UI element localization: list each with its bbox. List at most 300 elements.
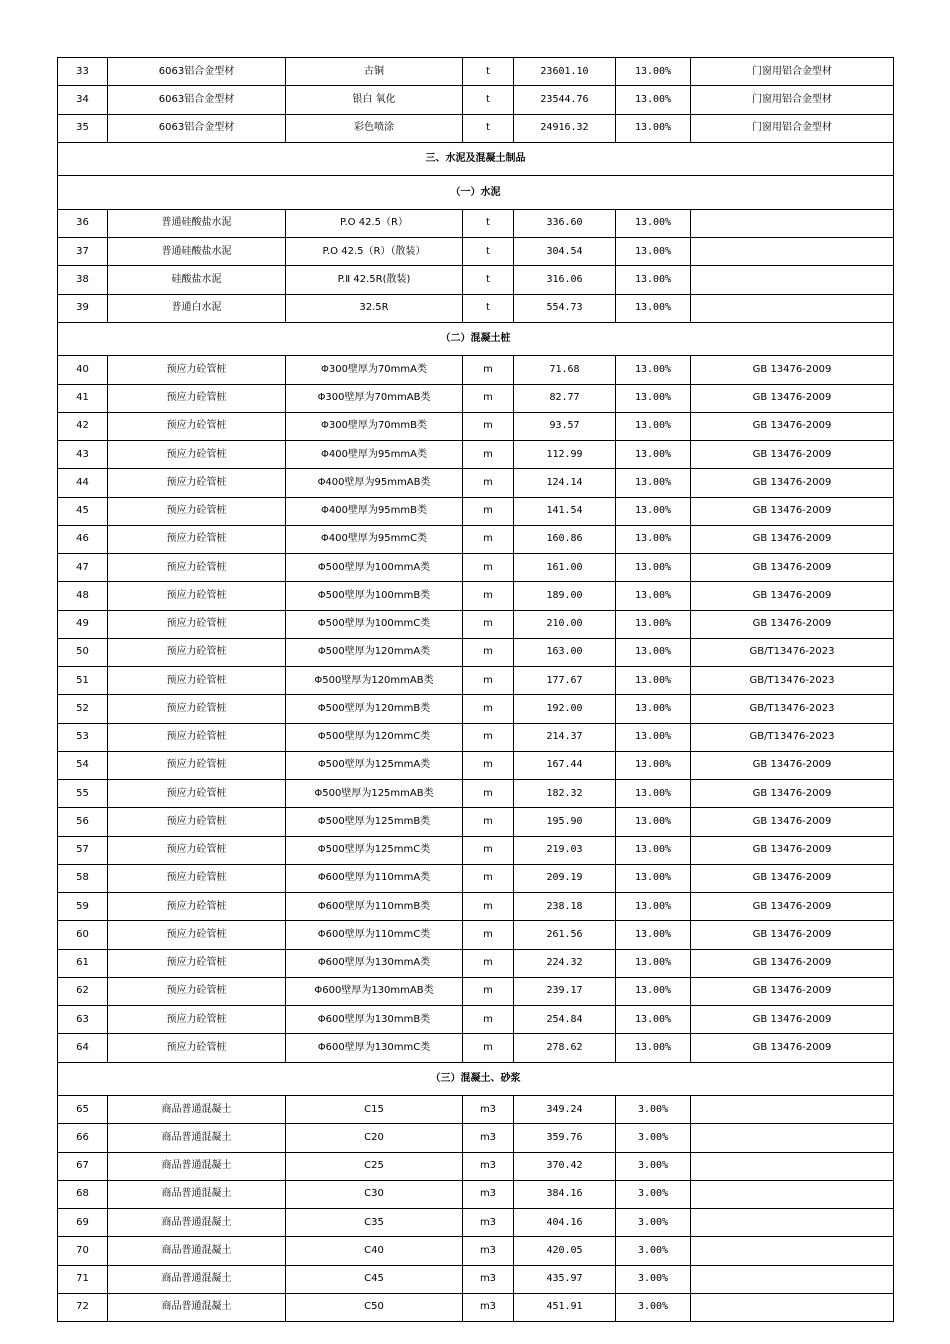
unit-price-cell: 554.73 [514,294,616,322]
table-row [58,921,894,949]
material-name-cell: 预应力砼管桩 [108,695,286,723]
subcategory-header [58,322,894,356]
unit-price-cell: 210.00 [514,610,616,638]
table-row [58,209,894,237]
unit-price-cell: 23601.10 [514,58,616,86]
unit-price-cell: 167.44 [514,751,616,779]
tax-rate-cell: 13.00% [616,582,691,610]
tax-rate-cell: 13.00% [616,893,691,921]
unit-price-cell: 163.00 [514,638,616,666]
material-name-cell: 预应力砼管桩 [108,582,286,610]
material-price-table [57,57,894,1322]
row-number-cell: 34 [58,86,108,114]
unit-price-cell: 359.76 [514,1124,616,1152]
material-name-cell: 预应力砼管桩 [108,638,286,666]
tax-rate-cell: 13.00% [616,209,691,237]
tax-rate-cell: 13.00% [616,977,691,1005]
table-body [58,58,894,1322]
unit-cell: m [463,723,514,751]
unit-cell: m3 [463,1293,514,1321]
unit-cell: m3 [463,1152,514,1180]
material-name-cell: 硅酸盐水泥 [108,266,286,294]
unit-price-cell: 112.99 [514,441,616,469]
unit-cell: m3 [463,1265,514,1293]
remark-cell [691,1265,894,1293]
specification-cell: Φ600壁厚为110mmB类 [286,893,463,921]
remark-cell: 门窗用铝合金型材 [691,114,894,142]
unit-price-cell: 384.16 [514,1180,616,1208]
table-row [58,808,894,836]
table-row [58,1293,894,1321]
row-number-cell: 42 [58,412,108,440]
tax-rate-cell: 3.00% [616,1209,691,1237]
row-number-cell: 38 [58,266,108,294]
specification-cell: 古铜 [286,58,463,86]
unit-price-cell: 124.14 [514,469,616,497]
tax-rate-cell: 13.00% [616,836,691,864]
material-name-cell: 预应力砼管桩 [108,610,286,638]
unit-price-cell: 238.18 [514,893,616,921]
tax-rate-cell: 13.00% [616,294,691,322]
tax-rate-cell: 13.00% [616,667,691,695]
unit-price-cell: 224.32 [514,949,616,977]
material-name-cell: 商品普通混凝土 [108,1096,286,1124]
specification-cell: Φ600壁厚为110mmC类 [286,921,463,949]
unit-cell: m [463,469,514,497]
material-name-cell: 预应力砼管桩 [108,949,286,977]
row-number-cell: 62 [58,977,108,1005]
material-name-cell: 预应力砼管桩 [108,469,286,497]
specification-cell: 彩色喷涂 [286,114,463,142]
remark-cell: GB 13476-2009 [691,751,894,779]
table-row [58,780,894,808]
tax-rate-cell: 3.00% [616,1124,691,1152]
unit-cell: m [463,977,514,1005]
unit-price-cell: 254.84 [514,1006,616,1034]
specification-cell: C15 [286,1096,463,1124]
unit-cell: m [463,695,514,723]
unit-price-cell: 209.19 [514,864,616,892]
table-row [58,638,894,666]
row-number-cell: 69 [58,1209,108,1237]
unit-price-cell: 219.03 [514,836,616,864]
material-name-cell: 预应力砼管桩 [108,808,286,836]
remark-cell: GB 13476-2009 [691,921,894,949]
material-name-cell: 商品普通混凝土 [108,1265,286,1293]
specification-cell: Φ300壁厚为70mmAB类 [286,384,463,412]
material-name-cell: 预应力砼管桩 [108,751,286,779]
unit-cell: m3 [463,1237,514,1265]
tax-rate-cell: 13.00% [616,921,691,949]
tax-rate-cell: 13.00% [616,638,691,666]
row-number-cell: 67 [58,1152,108,1180]
table-row [58,1180,894,1208]
remark-cell [691,238,894,266]
row-number-cell: 46 [58,525,108,553]
specification-cell: P.O 42.5（R）（散装） [286,238,463,266]
specification-cell: Φ500壁厚为100mmB类 [286,582,463,610]
material-name-cell: 预应力砼管桩 [108,412,286,440]
unit-cell: m [463,780,514,808]
remark-cell: GB/T13476-2023 [691,723,894,751]
unit-cell: m [463,893,514,921]
unit-price-cell: 214.37 [514,723,616,751]
tax-rate-cell: 13.00% [616,864,691,892]
specification-cell: Φ300壁厚为70mmB类 [286,412,463,440]
material-name-cell: 商品普通混凝土 [108,1237,286,1265]
unit-price-cell: 93.57 [514,412,616,440]
row-number-cell: 48 [58,582,108,610]
specification-cell: Φ500壁厚为100mmC类 [286,610,463,638]
specification-cell: Φ400壁厚为95mmC类 [286,525,463,553]
remark-cell: GB 13476-2009 [691,554,894,582]
category-header [58,142,894,176]
table-row [58,1237,894,1265]
specification-cell: C20 [286,1124,463,1152]
material-name-cell: 预应力砼管桩 [108,441,286,469]
table-row [58,469,894,497]
unit-price-cell: 239.17 [514,977,616,1005]
subcategory-header-title: （三）混凝土、砂浆 [58,1062,894,1096]
unit-cell: m [463,667,514,695]
unit-cell: t [463,86,514,114]
unit-cell: m3 [463,1124,514,1152]
table-row [58,893,894,921]
unit-cell: m [463,921,514,949]
remark-cell: 门窗用铝合金型材 [691,86,894,114]
category-header-title: 三、水泥及混凝土制品 [58,142,894,176]
material-name-cell: 普通白水泥 [108,294,286,322]
remark-cell: GB/T13476-2023 [691,667,894,695]
unit-price-cell: 336.60 [514,209,616,237]
specification-cell: Φ500壁厚为125mmAB类 [286,780,463,808]
table-row [58,1034,894,1062]
material-name-cell: 商品普通混凝土 [108,1152,286,1180]
row-number-cell: 50 [58,638,108,666]
table-row [58,949,894,977]
remark-cell: GB 13476-2009 [691,893,894,921]
table-row [58,1096,894,1124]
material-name-cell: 预应力砼管桩 [108,497,286,525]
material-name-cell: 预应力砼管桩 [108,836,286,864]
material-name-cell: 普通硅酸盐水泥 [108,238,286,266]
remark-cell [691,1152,894,1180]
unit-price-cell: 261.56 [514,921,616,949]
tax-rate-cell: 13.00% [616,384,691,412]
remark-cell: GB 13476-2009 [691,1006,894,1034]
table-row [58,356,894,384]
row-number-cell: 64 [58,1034,108,1062]
row-number-cell: 44 [58,469,108,497]
material-name-cell: 预应力砼管桩 [108,921,286,949]
specification-cell: C30 [286,1180,463,1208]
unit-price-cell: 316.06 [514,266,616,294]
tax-rate-cell: 3.00% [616,1293,691,1321]
material-name-cell: 预应力砼管桩 [108,780,286,808]
row-number-cell: 70 [58,1237,108,1265]
tax-rate-cell: 13.00% [616,58,691,86]
table-row [58,114,894,142]
unit-price-cell: 23544.76 [514,86,616,114]
specification-cell: C35 [286,1209,463,1237]
tax-rate-cell: 3.00% [616,1096,691,1124]
subcategory-header-title: （一）水泥 [58,176,894,210]
tax-rate-cell: 13.00% [616,266,691,294]
tax-rate-cell: 13.00% [616,1006,691,1034]
unit-price-cell: 278.62 [514,1034,616,1062]
unit-cell: t [463,209,514,237]
specification-cell: Φ400壁厚为95mmB类 [286,497,463,525]
remark-cell: GB 13476-2009 [691,441,894,469]
table-row [58,1006,894,1034]
unit-cell: m [463,949,514,977]
unit-cell: m [463,554,514,582]
table-row [58,836,894,864]
unit-cell: m [463,412,514,440]
tax-rate-cell: 13.00% [616,780,691,808]
material-name-cell: 商品普通混凝土 [108,1293,286,1321]
row-number-cell: 66 [58,1124,108,1152]
unit-price-cell: 189.00 [514,582,616,610]
specification-cell: Φ600壁厚为130mmC类 [286,1034,463,1062]
table-row [58,977,894,1005]
row-number-cell: 65 [58,1096,108,1124]
specification-cell: Φ500壁厚为120mmA类 [286,638,463,666]
subcategory-header-title: （二）混凝土桩 [58,322,894,356]
unit-cell: m [463,1034,514,1062]
remark-cell [691,1096,894,1124]
unit-cell: m3 [463,1209,514,1237]
table-row [58,266,894,294]
specification-cell: C40 [286,1237,463,1265]
row-number-cell: 57 [58,836,108,864]
specification-cell: C25 [286,1152,463,1180]
unit-price-cell: 182.32 [514,780,616,808]
remark-cell [691,294,894,322]
tax-rate-cell: 13.00% [616,949,691,977]
material-name-cell: 商品普通混凝土 [108,1124,286,1152]
table-row [58,525,894,553]
specification-cell: 32.5R [286,294,463,322]
unit-price-cell: 404.16 [514,1209,616,1237]
table-row [58,238,894,266]
material-name-cell: 预应力砼管桩 [108,723,286,751]
row-number-cell: 37 [58,238,108,266]
row-number-cell: 33 [58,58,108,86]
table-row [58,1152,894,1180]
row-number-cell: 36 [58,209,108,237]
specification-cell: Φ500壁厚为120mmAB类 [286,667,463,695]
row-number-cell: 41 [58,384,108,412]
tax-rate-cell: 13.00% [616,525,691,553]
table-row [58,86,894,114]
table-row [58,582,894,610]
remark-cell [691,1237,894,1265]
tax-rate-cell: 13.00% [616,751,691,779]
remark-cell: GB 13476-2009 [691,582,894,610]
table-row [58,441,894,469]
row-number-cell: 49 [58,610,108,638]
table-row [58,384,894,412]
row-number-cell: 61 [58,949,108,977]
unit-cell: m [463,836,514,864]
unit-cell: m [463,808,514,836]
table-row [58,1124,894,1152]
tax-rate-cell: 13.00% [616,86,691,114]
tax-rate-cell: 13.00% [616,554,691,582]
row-number-cell: 63 [58,1006,108,1034]
table-row [58,294,894,322]
material-name-cell: 预应力砼管桩 [108,356,286,384]
specification-cell: Φ600壁厚为130mmA类 [286,949,463,977]
material-name-cell: 预应力砼管桩 [108,384,286,412]
material-name-cell: 预应力砼管桩 [108,977,286,1005]
remark-cell [691,1124,894,1152]
unit-price-cell: 192.00 [514,695,616,723]
unit-price-cell: 349.24 [514,1096,616,1124]
specification-cell: Φ400壁厚为95mmAB类 [286,469,463,497]
material-name-cell: 预应力砼管桩 [108,864,286,892]
table-row [58,723,894,751]
remark-cell: GB 13476-2009 [691,949,894,977]
unit-cell: t [463,114,514,142]
unit-price-cell: 420.05 [514,1237,616,1265]
row-number-cell: 54 [58,751,108,779]
remark-cell: GB 13476-2009 [691,836,894,864]
remark-cell: GB 13476-2009 [691,525,894,553]
unit-price-cell: 160.86 [514,525,616,553]
unit-cell: t [463,58,514,86]
tax-rate-cell: 13.00% [616,497,691,525]
remark-cell: GB 13476-2009 [691,864,894,892]
row-number-cell: 45 [58,497,108,525]
row-number-cell: 47 [58,554,108,582]
tax-rate-cell: 13.00% [616,1034,691,1062]
remark-cell: GB 13476-2009 [691,1034,894,1062]
row-number-cell: 55 [58,780,108,808]
specification-cell: Φ500壁厚为100mmA类 [286,554,463,582]
specification-cell: P.Ⅱ 42.5R(散装) [286,266,463,294]
tax-rate-cell: 13.00% [616,238,691,266]
remark-cell: GB/T13476-2023 [691,638,894,666]
specification-cell: Φ500壁厚为125mmB类 [286,808,463,836]
remark-cell: GB 13476-2009 [691,497,894,525]
subcategory-header [58,176,894,210]
material-name-cell: 预应力砼管桩 [108,893,286,921]
tax-rate-cell: 13.00% [616,610,691,638]
table-row [58,864,894,892]
remark-cell: GB 13476-2009 [691,384,894,412]
specification-cell: Φ300壁厚为70mmA类 [286,356,463,384]
table-row [58,1265,894,1293]
unit-price-cell: 195.90 [514,808,616,836]
table-row [58,58,894,86]
tax-rate-cell: 3.00% [616,1237,691,1265]
unit-price-cell: 161.00 [514,554,616,582]
unit-price-cell: 435.97 [514,1265,616,1293]
remark-cell: 门窗用铝合金型材 [691,58,894,86]
unit-price-cell: 82.77 [514,384,616,412]
material-name-cell: 预应力砼管桩 [108,1034,286,1062]
unit-cell: m3 [463,1180,514,1208]
tax-rate-cell: 13.00% [616,441,691,469]
remark-cell [691,1209,894,1237]
tax-rate-cell: 3.00% [616,1180,691,1208]
table-row [58,610,894,638]
table-row [58,751,894,779]
unit-cell: t [463,294,514,322]
unit-price-cell: 141.54 [514,497,616,525]
remark-cell: GB 13476-2009 [691,780,894,808]
unit-cell: t [463,266,514,294]
remark-cell [691,209,894,237]
specification-cell: Φ500壁厚为125mmA类 [286,751,463,779]
specification-cell: Φ500壁厚为120mmC类 [286,723,463,751]
unit-cell: m [463,638,514,666]
tax-rate-cell: 13.00% [616,695,691,723]
table-row [58,497,894,525]
material-name-cell: 商品普通混凝土 [108,1209,286,1237]
row-number-cell: 59 [58,893,108,921]
unit-cell: t [463,238,514,266]
row-number-cell: 58 [58,864,108,892]
remark-cell: GB 13476-2009 [691,412,894,440]
remark-cell [691,1180,894,1208]
material-name-cell: 预应力砼管桩 [108,1006,286,1034]
table-row [58,412,894,440]
specification-cell: Φ600壁厚为110mmA类 [286,864,463,892]
remark-cell: GB 13476-2009 [691,977,894,1005]
tax-rate-cell: 13.00% [616,808,691,836]
remark-cell: GB 13476-2009 [691,610,894,638]
unit-cell: m3 [463,1096,514,1124]
row-number-cell: 60 [58,921,108,949]
row-number-cell: 71 [58,1265,108,1293]
unit-cell: m [463,582,514,610]
unit-price-cell: 71.68 [514,356,616,384]
row-number-cell: 72 [58,1293,108,1321]
tax-rate-cell: 13.00% [616,723,691,751]
tax-rate-cell: 13.00% [616,469,691,497]
tax-rate-cell: 3.00% [616,1265,691,1293]
specification-cell: Φ600壁厚为130mmB类 [286,1006,463,1034]
remark-cell: GB 13476-2009 [691,356,894,384]
unit-price-cell: 304.54 [514,238,616,266]
specification-cell: Φ500壁厚为125mmC类 [286,836,463,864]
unit-price-cell: 451.91 [514,1293,616,1321]
table-row [58,667,894,695]
subcategory-header [58,1062,894,1096]
unit-price-cell: 177.67 [514,667,616,695]
tax-rate-cell: 3.00% [616,1152,691,1180]
row-number-cell: 53 [58,723,108,751]
material-name-cell: 6063铝合金型材 [108,58,286,86]
material-name-cell: 商品普通混凝土 [108,1180,286,1208]
row-number-cell: 39 [58,294,108,322]
row-number-cell: 51 [58,667,108,695]
unit-cell: m [463,497,514,525]
unit-cell: m [463,384,514,412]
specification-cell: Φ500壁厚为120mmB类 [286,695,463,723]
specification-cell: C45 [286,1265,463,1293]
tax-rate-cell: 13.00% [616,356,691,384]
material-name-cell: 6063铝合金型材 [108,114,286,142]
unit-price-cell: 24916.32 [514,114,616,142]
material-name-cell: 普通硅酸盐水泥 [108,209,286,237]
unit-cell: m [463,864,514,892]
material-name-cell: 6063铝合金型材 [108,86,286,114]
material-name-cell: 预应力砼管桩 [108,554,286,582]
